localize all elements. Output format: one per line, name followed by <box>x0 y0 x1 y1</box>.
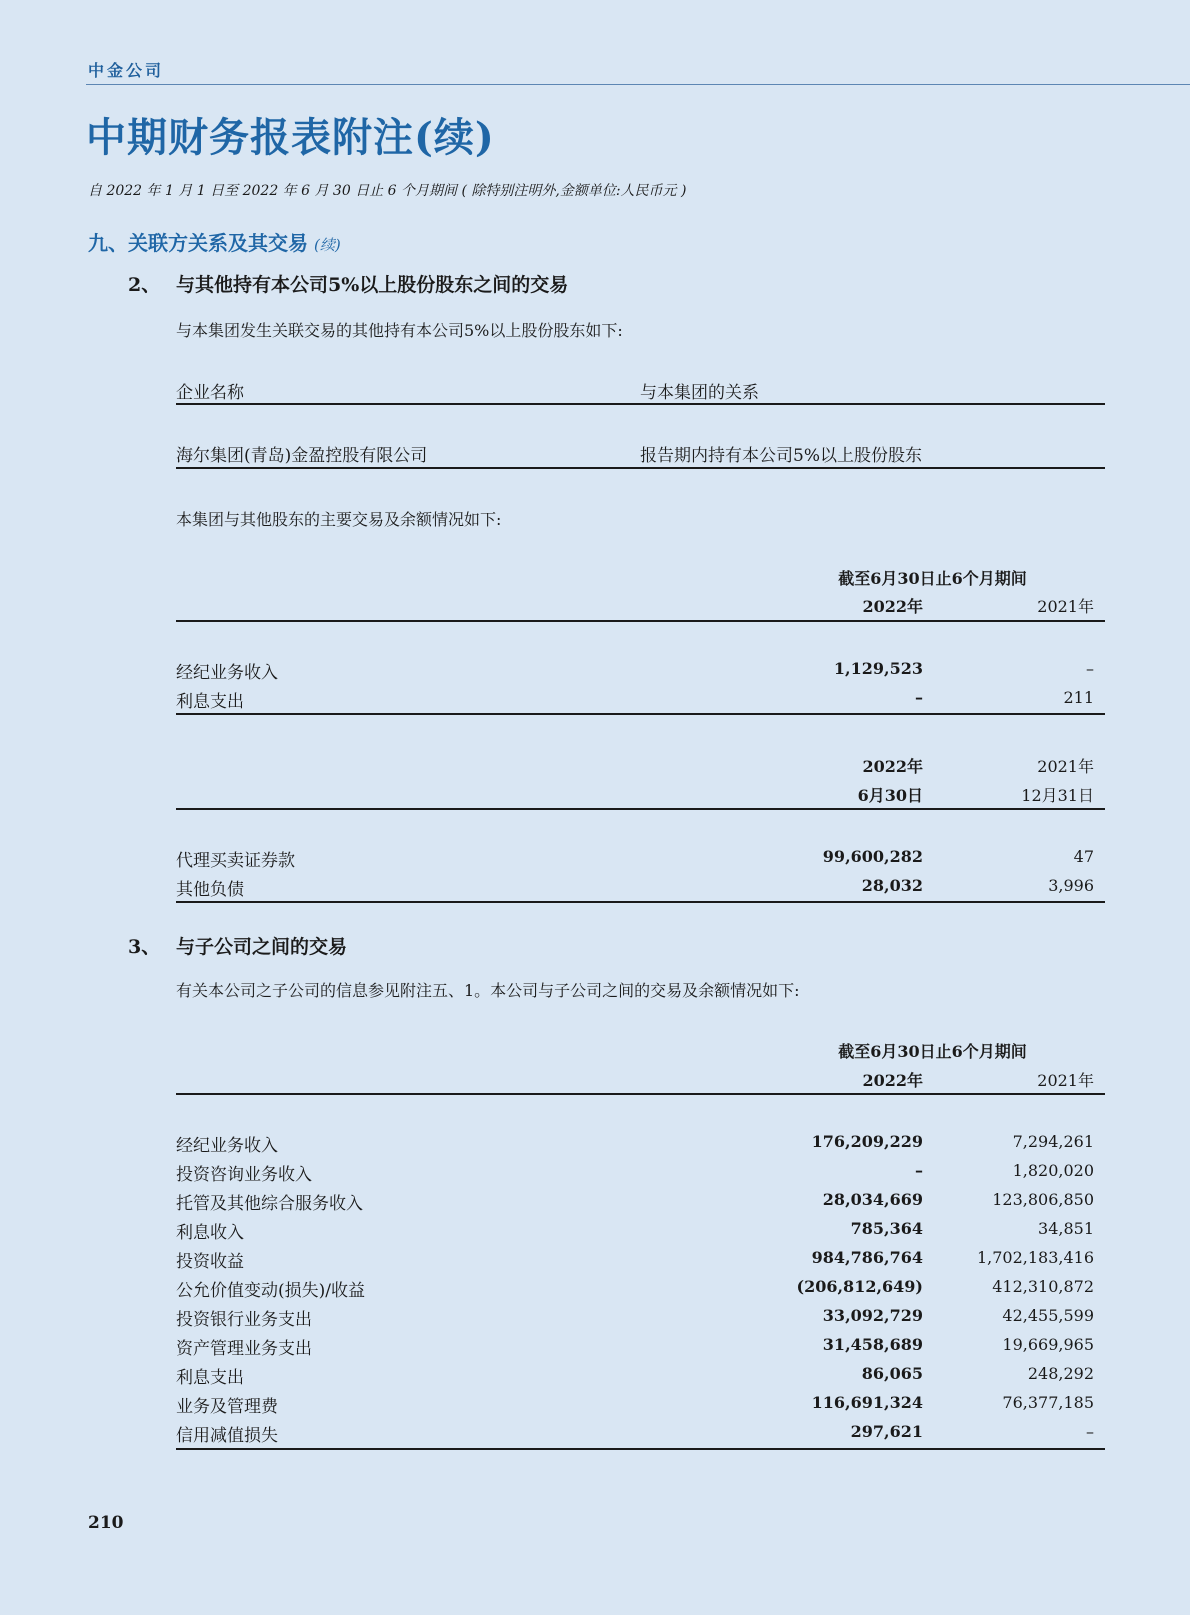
t3-row-2021: 1,820,020 <box>1012 1161 1094 1180</box>
relation-row-company: 海尔集团(青岛)金盈控股有限公司 <box>176 446 428 466</box>
t2-row-label: 代理买卖证券款 <box>176 851 295 871</box>
t3-row-2022: 31,458,689 <box>822 1335 923 1354</box>
t3-row-2022: 297,621 <box>850 1422 923 1441</box>
t2-header-2021-date: 12月31日 <box>1021 786 1094 805</box>
subsection-2-intro: 与本集团发生关联交易的其他持有本公司5%以上股份股东如下: <box>176 321 623 340</box>
t3-row-2021: 19,669,965 <box>1002 1335 1094 1354</box>
t2-bottom-rule <box>176 901 1105 903</box>
t3-bottom-rule <box>176 1448 1105 1450</box>
relation-header-rule <box>176 403 1105 405</box>
t1-header-2021: 2021年 <box>1037 597 1094 616</box>
t3-row-label: 投资收益 <box>176 1252 244 1272</box>
subsection-3-title: 与子公司之间的交易 <box>176 936 348 958</box>
t3-row-2021: 123,806,850 <box>992 1190 1094 1209</box>
t2-row-2022: 28,032 <box>861 876 923 895</box>
relation-header-relationship: 与本集团的关系 <box>640 383 759 403</box>
t3-row-label: 公允价值变动(损失)/收益 <box>176 1281 365 1301</box>
header-rule <box>86 84 1190 85</box>
t3-row-label: 利息收入 <box>176 1223 244 1243</box>
t3-row-2021: 42,455,599 <box>1002 1306 1094 1325</box>
t3-row-2022: 785,364 <box>850 1219 923 1238</box>
t3-row-2022: 116,691,324 <box>811 1393 923 1412</box>
subsection-2-number: 2、 <box>128 274 161 296</box>
t3-row-2021: – <box>1086 1422 1094 1441</box>
page-title: 中期财务报表附注(续) <box>86 114 495 161</box>
subsection-3-intro: 有关本公司之子公司的信息参见附注五、1。本公司与子公司之间的交易及余额情况如下: <box>176 981 800 1000</box>
t2-header-2022-date: 6月30日 <box>857 786 923 805</box>
t2-row-2021: 3,996 <box>1048 876 1094 895</box>
t3-row-label: 经纪业务收入 <box>176 1136 278 1156</box>
t1-header-2022: 2022年 <box>862 597 923 616</box>
t3-row-2021: 7,294,261 <box>1012 1132 1094 1151</box>
t3-row-2022: 28,034,669 <box>822 1190 923 1209</box>
t3-row-2022: – <box>915 1161 923 1180</box>
t2-row-2021: 47 <box>1073 847 1094 866</box>
t3-row-2022: 176,209,229 <box>811 1132 923 1151</box>
brand-name: 中金公司 <box>88 61 165 80</box>
t1-row-label: 经纪业务收入 <box>176 663 278 683</box>
t2-row-2022: 99,600,282 <box>822 847 923 866</box>
section-continued: (续) <box>314 236 341 254</box>
t3-row-2022: 984,786,764 <box>811 1248 923 1267</box>
t3-row-label: 托管及其他综合服务收入 <box>176 1194 363 1214</box>
subsection-2-intro2: 本集团与其他股东的主要交易及余额情况如下: <box>176 510 502 529</box>
t1-bottom-rule <box>176 713 1105 715</box>
subsection-2-title: 与其他持有本公司5%以上股份股东之间的交易 <box>176 274 569 296</box>
page-subtitle: 自 2022 年 1 月 1 日至 2022 年 6 月 30 日止 6 个月期间 ( 除特别注明外,金额单位:人民币元 ) <box>88 183 687 199</box>
relation-row-relationship: 报告期内持有本公司5%以上股份股东 <box>640 446 922 466</box>
t1-period-header: 截至6月30日止6个月期间 <box>838 569 1027 588</box>
t1-row-2022: – <box>915 688 923 707</box>
t3-header-2021: 2021年 <box>1037 1071 1094 1090</box>
t2-row-label: 其他负债 <box>176 880 244 900</box>
t3-row-2021: 34,851 <box>1038 1219 1094 1238</box>
t2-header-2021-year: 2021年 <box>1037 757 1094 776</box>
t3-row-2022: 86,065 <box>861 1364 923 1383</box>
t2-header-2022-year: 2022年 <box>862 757 923 776</box>
t1-row-label: 利息支出 <box>176 692 244 712</box>
t1-row-2022: 1,129,523 <box>833 659 923 678</box>
t3-row-label: 投资银行业务支出 <box>176 1310 312 1330</box>
t3-header-rule <box>176 1093 1105 1095</box>
t3-row-label: 信用减值损失 <box>176 1426 278 1446</box>
t3-row-label: 资产管理业务支出 <box>176 1339 312 1359</box>
subsection-3-number: 3、 <box>128 936 161 958</box>
t3-row-2022: 33,092,729 <box>822 1306 923 1325</box>
t3-header-2022: 2022年 <box>862 1071 923 1090</box>
t3-row-label: 业务及管理费 <box>176 1397 278 1417</box>
t3-row-label: 利息支出 <box>176 1368 244 1388</box>
t3-row-2021: 1,702,183,416 <box>976 1248 1094 1267</box>
relation-header-company: 企业名称 <box>176 383 244 403</box>
section-heading <box>88 227 341 256</box>
t1-header-rule <box>176 620 1105 622</box>
t1-row-2021: – <box>1086 659 1094 678</box>
t3-row-2022: (206,812,649) <box>796 1277 923 1296</box>
t3-period-header: 截至6月30日止6个月期间 <box>838 1042 1027 1061</box>
t3-row-2021: 76,377,185 <box>1002 1393 1094 1412</box>
t2-header-rule <box>176 808 1105 810</box>
t3-row-2021: 248,292 <box>1027 1364 1094 1383</box>
t3-row-2021: 412,310,872 <box>992 1277 1094 1296</box>
relation-bottom-rule <box>176 467 1105 469</box>
section-title: 九、关联方关系及其交易 <box>88 231 308 255</box>
page-number: 210 <box>88 1513 124 1533</box>
t1-row-2021: 211 <box>1063 688 1094 707</box>
t3-row-label: 投资咨询业务收入 <box>176 1165 312 1185</box>
